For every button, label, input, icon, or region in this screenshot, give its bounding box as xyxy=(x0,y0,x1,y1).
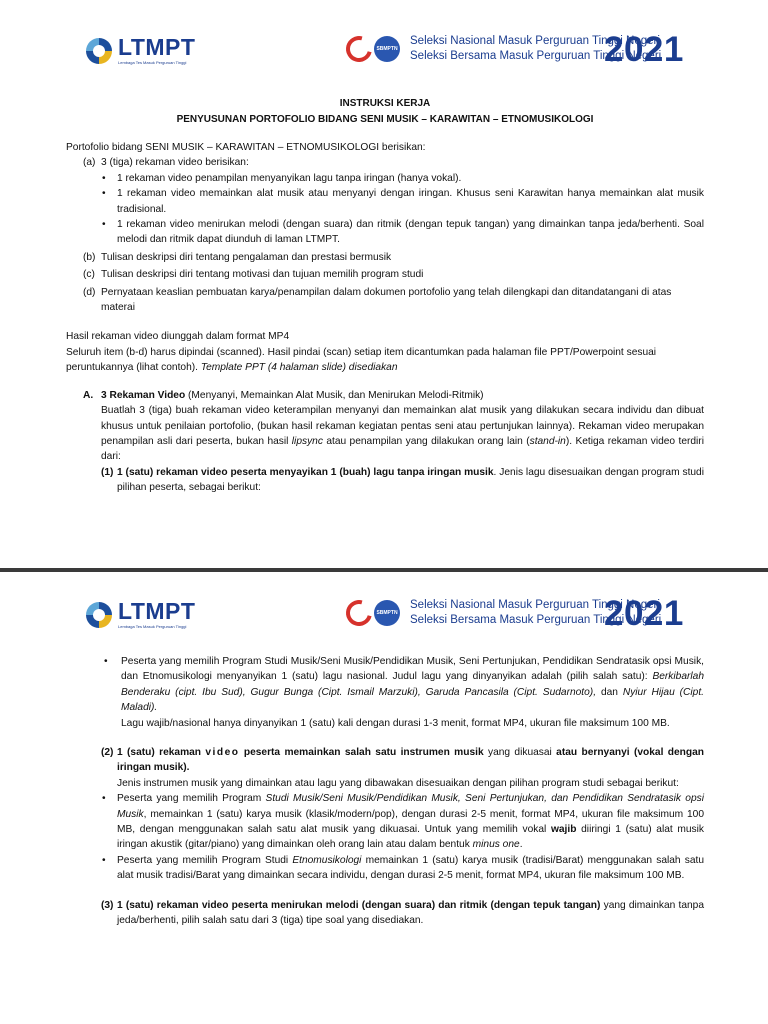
item-1 xyxy=(66,465,704,496)
ltmpt-emblem-icon xyxy=(86,38,112,64)
document-body-2 xyxy=(66,654,704,929)
sbmptn-line: Seleksi Bersama Masuk Perguruan Tinggi Negeri xyxy=(410,614,662,626)
section-label: A. xyxy=(83,389,94,401)
section-title-bold: 3 Rekaman Video xyxy=(101,389,186,401)
bullet-text: 1 rekaman video penampilan menyanyikan lagu tanpa iringan (hanya vokal). xyxy=(117,172,462,184)
ltmpt-emblem-icon xyxy=(86,602,112,628)
item-bold: video xyxy=(205,747,240,759)
bullet-text: 1 rekaman video memainkan alat musik atau menyanyi dengan iringan. Khusus seni Karawitan hanya memainkan alat musik tradisional. xyxy=(117,188,704,215)
ltmpt-logo xyxy=(86,36,195,65)
page-header xyxy=(0,0,768,70)
item-label: (3) xyxy=(101,899,114,911)
list-label: (d) xyxy=(83,286,96,298)
para-italic: stand-in xyxy=(529,435,566,447)
bullet-text: Peserta yang memilih Program Studi Musik/Seni Musik/Pendidikan Musik, Seni Pertunjukan, Pendidikan Sendratasik opsi Musik, dan Etnomusikologi menyanyikan 1 (satu) lagu nasional. Judul lagu yang dinyanyikan adalah (pilih salah satu): xyxy=(121,656,704,683)
item-label: (2) xyxy=(101,747,114,759)
bullet-italic: minus one xyxy=(472,839,520,851)
section-a-paragraph xyxy=(66,403,704,465)
bullet-bold: wajib xyxy=(550,824,577,836)
list-text: 3 (tiga) rekaman video berisikan: xyxy=(101,157,249,169)
song-list: Berkibarlah Benderaku (cipt. Ibu Sud), Gugur Bunga (Cipt. Ismail Marzuki), Garuda Pancasila (Cipt. Sudarnoto), xyxy=(121,671,704,698)
snmptn-line: Seleksi Nasional Masuk Perguruan Tinggi Negeri xyxy=(410,599,660,611)
bullet-italic: Etnomusikologi xyxy=(292,854,362,866)
item-bold: peserta memainkan salah satu instrumen musik xyxy=(243,747,484,759)
list-item-d xyxy=(66,285,704,316)
bullet-item xyxy=(66,171,704,186)
snmptn-swirl-icon xyxy=(341,595,377,631)
sbmptn-badge: SBMPTN xyxy=(374,600,400,626)
ltmpt-logo xyxy=(86,600,195,629)
bullet-text: Peserta yang memilih Program xyxy=(117,793,262,805)
item-text: . Jenis lagu disesuaikan dengan program studi pilihan peserta, sebagai berikut: xyxy=(117,466,704,494)
item-bold: 1 (satu) rekaman video peserta menirukan melodi (dengan suara) dan ritmik (dengan tepuk tangan) xyxy=(117,899,601,911)
item-label: (1) xyxy=(101,466,114,478)
ltmpt-logo-subtext: Lembaga Tes Masuk Perguruan Tinggi xyxy=(118,60,187,65)
list-label: (a) xyxy=(83,157,96,169)
list-item-c xyxy=(66,267,704,282)
section-a-heading xyxy=(66,388,704,403)
item-text: yang dimainkan tanpa jeda/berhenti, pilih salah satu dari 3 (tiga) tipe soal yang disediakan. xyxy=(117,899,704,927)
bullet-item xyxy=(66,186,704,217)
snmptn-line: Seleksi Nasional Masuk Perguruan Tinggi Negeri xyxy=(410,35,660,47)
para-text: Buatlah 3 (tiga) buah rekaman video keterampilan menyanyi dan memainkan alat musik yang dilakukan secara individu dan dibuat khusus untuk penilaian portofolio, (bukan hasil rekaman kegiatan pentas seni atau pertunjukan lainnya). Rekaman video merupakan penampilan asli dari peserta, bukan hasil xyxy=(101,405,704,447)
sbmptn-badge: SBMPTN xyxy=(374,36,400,62)
sbmptn-line: Seleksi Bersama Masuk Perguruan Tinggi Negeri xyxy=(410,50,662,62)
list-item-b xyxy=(66,250,704,265)
bullet-item xyxy=(66,217,704,248)
para-italic: lipsync xyxy=(291,435,323,447)
document-page-2 xyxy=(0,572,768,1024)
bullet-text: diiringi 1 (satu) alat musik iringan akustik (gitar/piano) yang dimainkan oleh orang lain atau dalam bentuk xyxy=(117,824,705,851)
bullet-item: • Peserta yang memilih Program Studi Musik/Seni Musik/Pendidikan Musik, Seni Pertunjukan, dan Pendidikan Sendratasik opsi Musik, memainkan 1 (satu) karya musik (klasik/modern/pop), dengan durasi 2-5 menit, format MP4, ukuran file maksimum 100 MB, dengan menggunakan salah satu alat musik yang dikuasai. Untuk yang memilih vokal wajib diiringi 1 (satu) alat musik iringan akustik (gitar/piano) yang dimainkan oleh orang lain atau dalam bentuk minus one. xyxy=(66,791,704,853)
bullet-text: , memainkan 1 (satu) karya musik (klasik/modern/pop), dengan durasi 2-5 menit, format MP4, ukuran file maksimum 100 MB, dengan menggunakan salah satu alat musik yang dikuasai. Untuk yang memilih vokal xyxy=(117,808,704,836)
bullet-text: memainkan 1 (satu) karya musik (tradisi/Barat) menggunakan salah satu alat musik tradisi/Barat yang dimainkan secara individu, dengan durasi 2-5 menit, format MP4, ukuran file maksimum 100 MB. xyxy=(117,854,704,882)
item-bold: atau bernyanyi (vokal dengan iringan musik). xyxy=(117,747,704,774)
year-label: 2021 xyxy=(604,594,684,633)
list-text: Tulisan deskripsi diri tentang pengalaman dan prestasi bermusik xyxy=(101,251,392,263)
list-label: (b) xyxy=(83,251,96,263)
item-2-intro: Jenis instrumen musik yang dimainkan atau lagu yang dibawakan disesuaikan dengan pilihan program studi sebagai berikut: xyxy=(117,777,679,789)
year-label: 2021 xyxy=(604,30,684,69)
bullet-text: Peserta yang memilih Program Studi xyxy=(117,854,289,866)
intro-text: Portofolio bidang SENI MUSIK – KARAWITAN – ETNOMUSIKOLOGI berisikan: xyxy=(66,142,426,153)
page-header xyxy=(0,572,768,642)
item-bold: 1 (satu) rekaman xyxy=(117,747,202,759)
para-text: ). Ketiga rekaman video terdiri dari: xyxy=(101,435,704,463)
list-item-a xyxy=(66,155,704,170)
ltmpt-logo-text: LTMPT xyxy=(118,598,196,624)
bullet-text: dan xyxy=(600,686,618,698)
item-3 xyxy=(66,898,704,929)
note-scan-text: Seluruh item (b-d) harus dipindai (scanned). Hasil pindai (scan) setiap item dicantumkan pada halaman file PPT/Powerpoint sesuai peruntukannya (lihat contoh). xyxy=(66,346,657,374)
item-bold: 1 (satu) rekaman video peserta menyayikan 1 (buah) lagu tanpa iringan musik xyxy=(117,466,494,478)
item-2 xyxy=(66,745,704,776)
bullet-italic: Studi Musik/Seni Musik/Pendidikan Musik, Seni Pertunjukan, dan Pendidikan Sendratasik opsi Musik xyxy=(117,793,704,820)
song-list: Nyiur Hijau (Cipt. Maladi). xyxy=(121,686,704,714)
bullet-item xyxy=(66,853,704,884)
section-title-rest: (Menyanyi, Memainkan Alat Musik, dan Menirukan Melodi-Ritmik) xyxy=(188,389,484,401)
note-template-text: Template PPT (4 halaman slide) disediakan xyxy=(200,362,398,374)
note-format: Hasil rekaman video diunggah dalam format MP4 xyxy=(66,331,290,343)
bullet-text: 1 rekaman video menirukan melodi (dengan suara) dan ritmik (dengan tepuk tangan) yang dimainkan tanpa jeda/berhenti. Soal melodi dan ritmik dapat diunduh di laman LTMPT. xyxy=(117,219,704,246)
document-body-1 xyxy=(66,96,704,496)
ltmpt-logo-subtext: Lembaga Tes Masuk Perguruan Tinggi xyxy=(118,624,187,629)
item-text: yang dikuasai xyxy=(487,747,552,759)
list-text: Tulisan deskripsi diri tentang motivasi dan tujuan memilih program studi xyxy=(101,269,424,281)
list-label: (c) xyxy=(83,269,95,281)
duration-text: Lagu wajib/nasional hanya dinyanyikan 1 (satu) kali dengan durasi 1-3 menit, format MP4, ukuran file maksimum 100 MB. xyxy=(121,717,670,729)
ltmpt-logo-text: LTMPT xyxy=(118,34,196,60)
bullet-item xyxy=(66,654,704,731)
snmptn-swirl-icon xyxy=(341,31,377,67)
para-text: atau penampilan yang dilakukan orang lain ( xyxy=(326,435,530,447)
note-scan xyxy=(66,345,704,376)
doc-subtitle: PENYUSUNAN PORTOFOLIO BIDANG SENI MUSIK – KARAWITAN – ETNOMUSIKOLOGI xyxy=(176,114,594,125)
doc-title: INSTRUKSI KERJA xyxy=(339,98,431,109)
list-text: Pernyataan keaslian pembuatan karya/penampilan dalam dokumen portofolio yang telah dilengkapi dan ditandatangani di atas materai xyxy=(101,286,672,314)
